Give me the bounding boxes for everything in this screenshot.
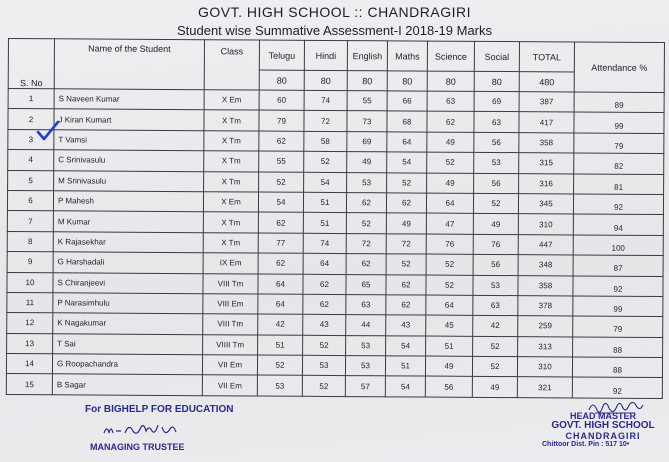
cell-social: 42 bbox=[473, 316, 518, 337]
cell-sno: 2 bbox=[8, 109, 54, 130]
header-telugu: Telugu bbox=[259, 40, 304, 70]
cell-attendance: 88 bbox=[572, 357, 662, 378]
cell-attendance: 79 bbox=[574, 133, 664, 154]
cell-maths: 62 bbox=[386, 274, 426, 295]
cell-english: 73 bbox=[347, 111, 387, 132]
cell-attendance: 99 bbox=[574, 112, 664, 133]
cell-sno: 6 bbox=[7, 190, 53, 211]
cell-total: 259 bbox=[518, 316, 573, 337]
stamp-line-2: GOVT. HIGH SCHOOL bbox=[551, 420, 655, 432]
cell-attendance: 79 bbox=[573, 316, 663, 337]
cell-student-name: P Mahesh bbox=[53, 191, 203, 212]
cell-english: 65 bbox=[346, 274, 386, 295]
cell-english: 62 bbox=[346, 254, 386, 275]
cell-sno: 1 bbox=[8, 89, 54, 110]
cell-social: 63 bbox=[474, 112, 519, 133]
cell-class: VIII Tm bbox=[203, 314, 258, 335]
max-hindi: 80 bbox=[304, 70, 347, 90]
cell-maths: 54 bbox=[387, 152, 427, 173]
cell-attendance: 82 bbox=[574, 153, 664, 174]
cell-maths: 51 bbox=[385, 356, 425, 377]
cell-hindi: 51 bbox=[303, 213, 346, 234]
cell-class: VIIII Tm bbox=[203, 334, 258, 355]
cell-maths: 54 bbox=[386, 336, 426, 357]
cell-maths: 52 bbox=[387, 172, 427, 193]
stamp-line-4: Chittoor Dist. Pin : 517 10• bbox=[542, 441, 630, 449]
cell-class: VIII Tm bbox=[203, 273, 258, 294]
cell-science: 52 bbox=[426, 254, 473, 275]
cell-hindi: 54 bbox=[304, 172, 347, 193]
cell-total: 321 bbox=[517, 377, 572, 398]
cell-total: 345 bbox=[518, 194, 573, 215]
cell-class: VII Em bbox=[202, 355, 257, 376]
max-maths: 80 bbox=[387, 71, 427, 91]
cell-english: 49 bbox=[347, 152, 387, 173]
header-science: Science bbox=[427, 41, 474, 71]
cell-social: 52 bbox=[473, 193, 518, 214]
managing-trustee-label: MANAGING TRUSTEE bbox=[90, 442, 185, 452]
max-total: 480 bbox=[519, 72, 574, 92]
cell-student-name: B Sagar bbox=[52, 374, 202, 395]
cell-social: 56 bbox=[474, 173, 519, 194]
cell-hindi: 62 bbox=[303, 294, 346, 315]
cell-hindi: 51 bbox=[303, 192, 346, 213]
cell-science: 49 bbox=[427, 173, 474, 194]
cell-hindi: 64 bbox=[303, 253, 346, 274]
cell-class: X Tm bbox=[203, 232, 258, 253]
cell-attendance: 89 bbox=[574, 92, 664, 113]
cell-social: 53 bbox=[474, 153, 519, 174]
cell-english: 69 bbox=[347, 131, 387, 152]
cell-attendance: 99 bbox=[573, 296, 663, 317]
cell-hindi: 58 bbox=[304, 131, 347, 152]
cell-total: 313 bbox=[518, 336, 573, 357]
cell-maths: 64 bbox=[387, 132, 427, 153]
cell-science: 52 bbox=[426, 275, 473, 296]
cell-attendance: 100 bbox=[573, 235, 663, 256]
cell-total: 447 bbox=[518, 234, 573, 255]
cell-class: X Tm bbox=[204, 151, 259, 172]
cell-telugu: 55 bbox=[259, 151, 304, 172]
cell-english: 62 bbox=[346, 193, 386, 214]
cell-student-name: G Harshadali bbox=[53, 252, 203, 273]
cell-telugu: 52 bbox=[259, 172, 304, 193]
cell-english: 53 bbox=[345, 356, 385, 377]
cell-maths: 72 bbox=[386, 234, 426, 255]
cell-hindi: 74 bbox=[304, 90, 347, 111]
cell-total: 310 bbox=[518, 214, 573, 235]
trustee-signature bbox=[100, 419, 190, 441]
table-body bbox=[6, 89, 664, 399]
cell-telugu: 79 bbox=[259, 110, 304, 131]
cell-attendance: 87 bbox=[573, 255, 663, 276]
cell-science: 76 bbox=[426, 234, 473, 255]
cell-social: 53 bbox=[473, 275, 518, 296]
cell-english: 57 bbox=[345, 376, 385, 397]
cell-social: 63 bbox=[473, 295, 518, 316]
cell-hindi: 62 bbox=[303, 274, 346, 295]
cell-hindi: 74 bbox=[303, 233, 346, 254]
cell-english: 44 bbox=[346, 315, 386, 336]
cell-sno: 8 bbox=[7, 231, 53, 252]
header-total: TOTAL bbox=[519, 42, 574, 72]
cell-telugu: 53 bbox=[257, 375, 302, 396]
school-name: GOVT. HIGH SCHOOL :: CHANDRAGIRI bbox=[198, 4, 471, 20]
table-row bbox=[6, 374, 662, 398]
cell-class: X Tm bbox=[204, 110, 259, 131]
cell-attendance: 88 bbox=[573, 337, 663, 358]
header-name: Name of the Student bbox=[54, 39, 204, 90]
cell-maths: 52 bbox=[386, 254, 426, 275]
cell-class: X Em bbox=[203, 192, 258, 213]
cell-attendance: 81 bbox=[574, 174, 664, 195]
cell-hindi: 43 bbox=[303, 315, 346, 336]
cell-hindi: 52 bbox=[304, 151, 347, 172]
cell-telugu: 62 bbox=[258, 212, 303, 233]
cell-attendance: 92 bbox=[573, 275, 663, 296]
header-class: Class bbox=[204, 40, 259, 90]
cell-science: 49 bbox=[427, 132, 474, 153]
cell-english: 55 bbox=[347, 91, 387, 112]
cell-sno: 5 bbox=[8, 170, 54, 191]
cell-sno: 9 bbox=[7, 252, 53, 273]
header-social: Social bbox=[474, 41, 519, 71]
cell-class: VIII Em bbox=[203, 294, 258, 315]
cell-sno: 14 bbox=[6, 354, 52, 375]
cell-hindi: 52 bbox=[302, 376, 345, 397]
max-english: 80 bbox=[347, 71, 387, 91]
cell-science: 62 bbox=[427, 111, 474, 132]
cell-class: IX Em bbox=[203, 253, 258, 274]
cell-maths: 68 bbox=[387, 111, 427, 132]
cell-social: 49 bbox=[472, 377, 517, 398]
cell-student-name: T Sai bbox=[53, 333, 203, 354]
cell-maths: 43 bbox=[386, 315, 426, 336]
cell-student-name: M Kumar bbox=[53, 211, 203, 232]
stamp-line-1: HEAD MASTER bbox=[569, 411, 636, 421]
cell-social: 52 bbox=[473, 336, 518, 357]
cell-sno: 12 bbox=[7, 313, 53, 334]
cell-attendance: 92 bbox=[572, 377, 662, 398]
cell-maths: 66 bbox=[387, 91, 427, 112]
header-hindi: Hindi bbox=[304, 40, 347, 70]
cell-attendance: 92 bbox=[573, 194, 663, 215]
cell-student-name: M Srinivasulu bbox=[54, 170, 204, 191]
cell-hindi: 53 bbox=[302, 355, 345, 376]
cell-telugu: 62 bbox=[258, 253, 303, 274]
header-maths: Maths bbox=[387, 41, 427, 71]
cell-telugu: 64 bbox=[258, 274, 303, 295]
organization-label: For BIGHELP FOR EDUCATION bbox=[85, 404, 234, 415]
cell-english: 53 bbox=[346, 335, 386, 356]
cell-total: 316 bbox=[519, 173, 574, 194]
cell-total: 310 bbox=[517, 357, 572, 378]
cell-hindi: 72 bbox=[304, 111, 347, 132]
cell-social: 69 bbox=[474, 91, 519, 112]
cell-sno: 7 bbox=[7, 211, 53, 232]
cell-class: X Tm bbox=[204, 130, 259, 151]
cell-telugu: 54 bbox=[258, 192, 303, 213]
cell-telugu: 42 bbox=[258, 314, 303, 335]
cell-total: 348 bbox=[518, 255, 573, 276]
header-attendance: Attendance % bbox=[574, 42, 664, 93]
cell-maths: 54 bbox=[385, 376, 425, 397]
cell-social: 56 bbox=[473, 254, 518, 275]
cell-class: VII Em bbox=[202, 375, 257, 396]
report-title: Student wise Summative Assessment-I 2018-19 Marks bbox=[176, 23, 493, 38]
cell-sno: 15 bbox=[6, 374, 52, 395]
marks-table bbox=[6, 38, 665, 399]
cell-student-name: J Kiran Kumart bbox=[54, 109, 204, 130]
cell-telugu: 51 bbox=[258, 335, 303, 356]
cell-social: 56 bbox=[474, 132, 519, 153]
cell-sno: 11 bbox=[7, 292, 53, 313]
cell-science: 63 bbox=[427, 91, 474, 112]
cell-attendance: 94 bbox=[573, 214, 663, 235]
cell-maths: 62 bbox=[386, 295, 426, 316]
stamp-line-3: CHANDRAGIRI bbox=[565, 430, 641, 441]
cell-telugu: 62 bbox=[259, 131, 304, 152]
cell-english: 72 bbox=[346, 233, 386, 254]
cell-hindi: 52 bbox=[303, 335, 346, 356]
cell-student-name: S Naveen Kumar bbox=[54, 89, 204, 110]
cell-maths: 62 bbox=[386, 193, 426, 214]
cell-science: 47 bbox=[426, 213, 473, 234]
max-social: 80 bbox=[474, 71, 519, 91]
cell-total: 378 bbox=[518, 296, 573, 317]
cell-science: 51 bbox=[426, 336, 473, 357]
cell-class: X Em bbox=[204, 90, 259, 111]
cell-english: 63 bbox=[346, 294, 386, 315]
cell-total: 358 bbox=[518, 275, 573, 296]
cell-social: 49 bbox=[473, 214, 518, 235]
headmaster-stamp bbox=[538, 412, 668, 449]
cell-science: 64 bbox=[426, 295, 473, 316]
cell-student-name: K Nagakumar bbox=[53, 313, 203, 334]
cell-science: 45 bbox=[426, 315, 473, 336]
cell-social: 52 bbox=[472, 356, 517, 377]
header-sno: S. No bbox=[8, 39, 54, 89]
cell-telugu: 52 bbox=[257, 355, 302, 376]
cell-science: 64 bbox=[426, 193, 473, 214]
cell-sno: 10 bbox=[7, 272, 53, 293]
cell-class: X Tm bbox=[204, 171, 259, 192]
cell-total: 417 bbox=[519, 112, 574, 133]
cell-total: 358 bbox=[519, 132, 574, 153]
cell-english: 53 bbox=[347, 172, 387, 193]
cell-telugu: 77 bbox=[258, 233, 303, 254]
cell-student-name: K Rajasekhar bbox=[53, 232, 203, 253]
header-english: English bbox=[347, 41, 387, 71]
cell-english: 52 bbox=[346, 213, 386, 234]
cell-maths: 49 bbox=[386, 213, 426, 234]
cell-student-name: T Vamsi bbox=[54, 130, 204, 151]
max-telugu: 80 bbox=[259, 70, 304, 90]
cell-science: 52 bbox=[427, 152, 474, 173]
cell-social: 76 bbox=[473, 234, 518, 255]
cell-telugu: 60 bbox=[259, 90, 304, 111]
cell-science: 49 bbox=[425, 356, 472, 377]
cell-telugu: 64 bbox=[258, 294, 303, 315]
max-science: 80 bbox=[427, 71, 474, 91]
cell-sno: 3 bbox=[8, 129, 54, 150]
cell-student-name: S Chiranjeevi bbox=[53, 272, 203, 293]
cell-student-name: P Narasimhulu bbox=[53, 293, 203, 314]
cell-class: X Tm bbox=[203, 212, 258, 233]
cell-student-name: G Roopachandra bbox=[52, 354, 202, 375]
cell-sno: 13 bbox=[7, 333, 53, 354]
cell-sno: 4 bbox=[8, 150, 54, 171]
check-mark-icon bbox=[36, 120, 60, 142]
cell-science: 56 bbox=[425, 377, 472, 398]
cell-student-name: C Srinivasulu bbox=[54, 150, 204, 171]
cell-total: 315 bbox=[519, 153, 574, 174]
cell-total: 387 bbox=[519, 92, 574, 113]
